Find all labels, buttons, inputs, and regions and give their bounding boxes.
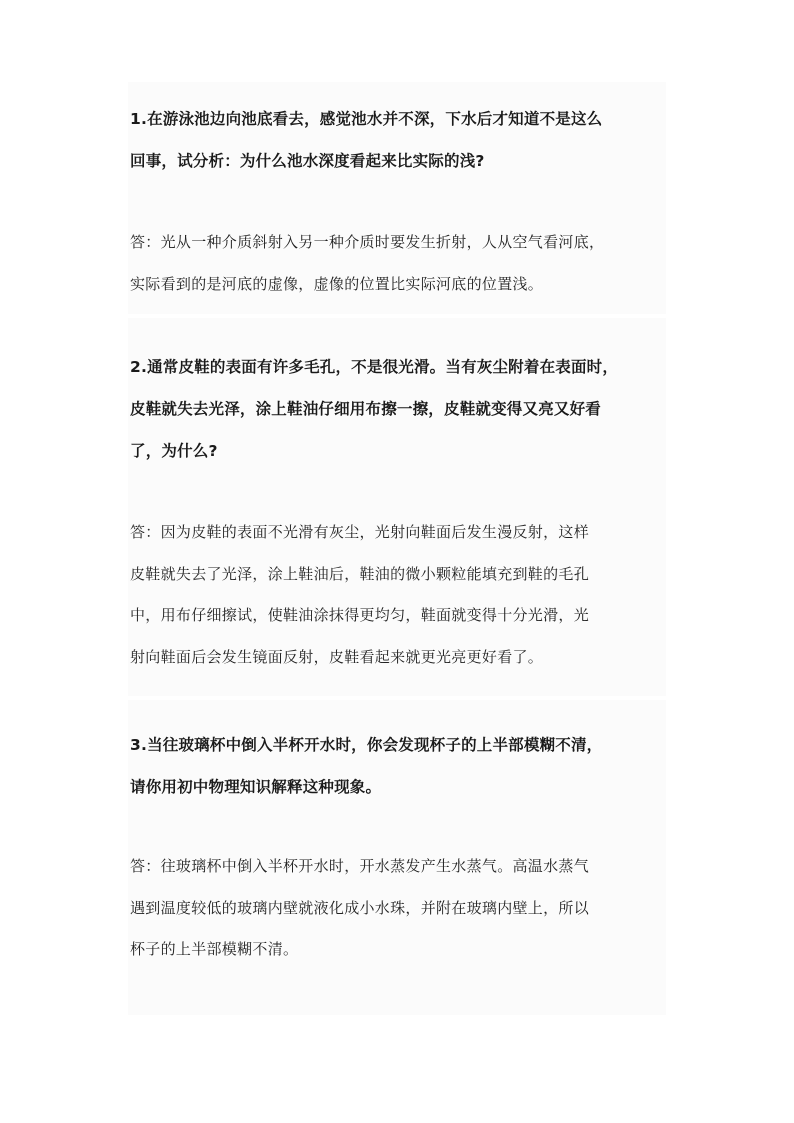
answer-3: 答：往玻璃杯中倒入半杯开水时，开水蒸发产生水蒸气。高温水蒸气 遇到温度较低的玻璃内壁就液化成小水珠，并附在玻璃内壁上，所以 杯子的上半部模糊不清。	[130, 857, 590, 958]
question-3: 3.当往玻璃杯中倒入半杯开水时，你会发现杯子的上半部模糊不清， 请你用初中物理知识解释这种现象。	[130, 736, 603, 796]
answer-2: 答：因为皮鞋的表面不光滑有灰尘，光射向鞋面后发生漫反射，这样 皮鞋就失去了光泽，涂上鞋油后，鞋油的微小颗粒能填充到鞋的毛孔 中，用布仔细擦试，使鞋油涂抹得更均匀，鞋面就变得十分光滑，光 射向鞋面后会发生镜面反射，皮鞋看起来就更光亮更好看了。	[130, 523, 590, 666]
question-2: 2.通常皮鞋的表面有许多毛孔，不是很光滑。当有灰尘附着在表面时， 皮鞋就失去光泽，涂上鞋油仔细用布擦一擦，皮鞋就变得又亮又好看 了，为什么?	[130, 358, 619, 460]
answer-1: 答：光从一种介质斜射入另一种介质时要发生折射，人从空气看河底， 实际看到的是河底的虚像，虚像的位置比实际河底的位置浅。	[130, 233, 605, 293]
question-1: 1.在游泳池边向池底看去，感觉池水并不深，下水后才知道不是这么 回事，试分析：为什么池水深度看起来比实际的浅?	[130, 110, 603, 170]
